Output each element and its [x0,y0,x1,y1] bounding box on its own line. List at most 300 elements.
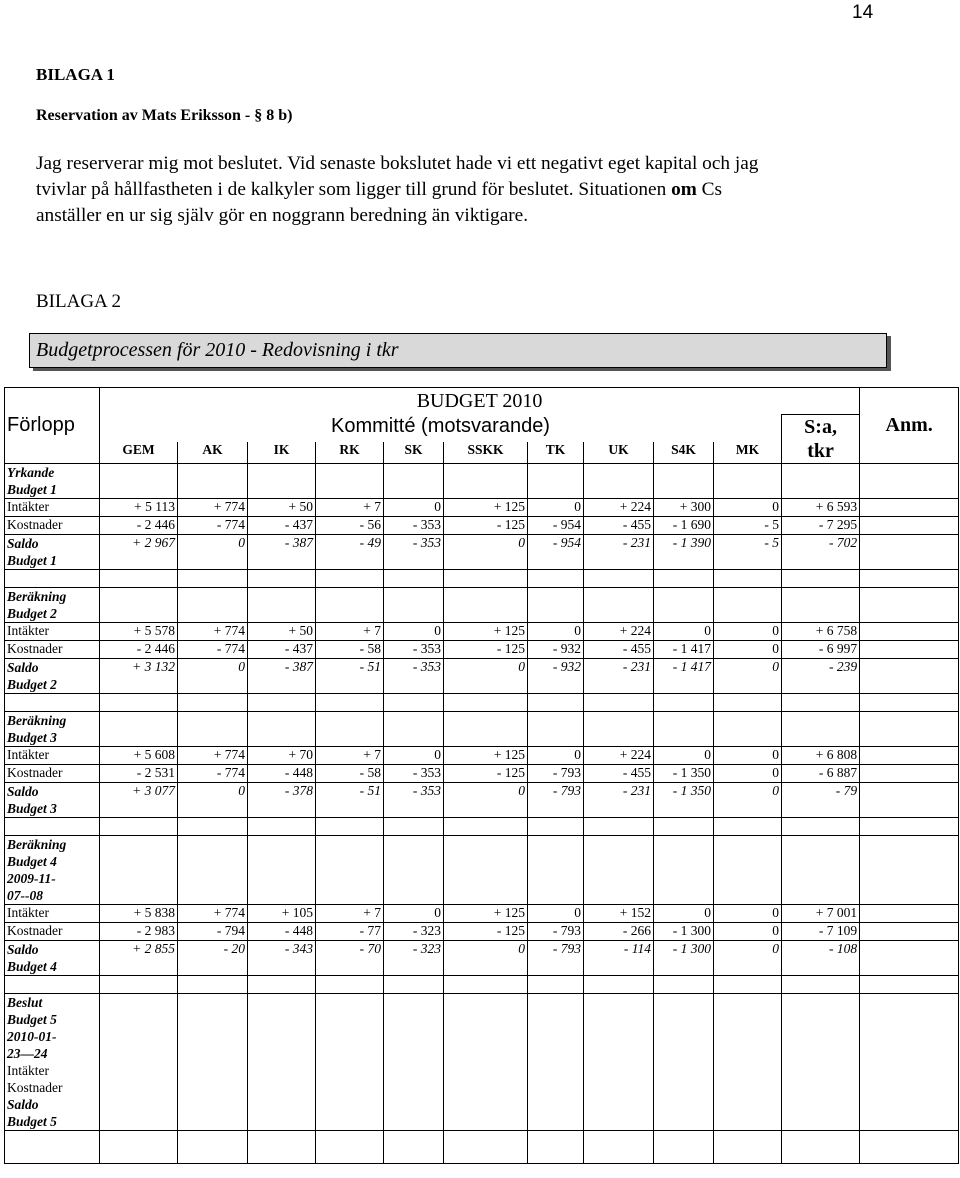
value-cell: + 7 [316,905,384,923]
empty-cell [714,570,782,588]
row-label: Kostnader [5,641,100,659]
value-cell: - 125 [444,517,528,535]
column-header: S4K [654,442,714,464]
empty-cell [654,694,714,712]
value-cell: - 1 417 [654,659,714,694]
empty-cell [444,694,528,712]
text-line: tvivlar på hållfastheten i de kalkyler som ligger till grund för beslutet. Situationen om Cs [36,179,722,200]
value-cell: + 152 [584,905,654,923]
empty-cell [654,1131,714,1164]
empty-cell [860,588,959,623]
section-label-line: 07--08 [7,888,43,903]
empty-cell [316,836,384,905]
saldo-row [5,783,959,818]
value-cell: 0 [528,905,584,923]
empty-cell [584,836,654,905]
value-cell: + 224 [584,747,654,765]
value-cell: + 774 [178,905,248,923]
value-cell: - 114 [584,941,654,976]
section-label [5,464,100,499]
column-header: UK [584,442,654,464]
row-label: Intäkter [5,747,100,765]
empty-cell [654,994,714,1131]
empty-cell [5,818,100,836]
column-header: SSKK [444,442,528,464]
empty-cell [248,994,316,1131]
reservation-text [36,151,916,229]
sum-cell: + 6 758 [782,623,860,641]
value-cell: 0 [714,765,782,783]
value-cell: - 77 [316,923,384,941]
value-cell: + 774 [178,747,248,765]
anm-cell [860,905,959,923]
empty-cell [782,694,860,712]
value-cell: + 50 [248,623,316,641]
value-cell: + 300 [654,499,714,517]
section-label-line: Beräkning [7,837,67,852]
value-cell: + 125 [444,623,528,641]
sum-cell: - 239 [782,659,860,694]
value-cell: - 231 [584,535,654,570]
value-cell: 0 [714,641,782,659]
empty-cell [782,1131,860,1164]
value-cell: - 455 [584,517,654,535]
value-cell: + 5 608 [100,747,178,765]
sum-cell: - 6 887 [782,765,860,783]
value-cell: - 353 [384,765,444,783]
value-cell: - 20 [178,941,248,976]
empty-cell [248,464,316,499]
sum-cell: - 702 [782,535,860,570]
value-cell: + 3 132 [100,659,178,694]
empty-cell [714,694,782,712]
sum-header: S:a, tkr [782,415,860,464]
empty-cell [100,712,178,747]
empty-cell [654,570,714,588]
row-label-line: Saldo [7,942,39,957]
value-cell: - 5 [714,535,782,570]
empty-cell [444,836,528,905]
empty-cell [528,994,584,1131]
empty-cell [178,712,248,747]
empty-cell [714,818,782,836]
value-cell: 0 [654,623,714,641]
final-label-line: Intäkter [7,1063,49,1078]
empty-cell [316,464,384,499]
value-cell: - 455 [584,765,654,783]
empty-cell [178,570,248,588]
value-cell: - 58 [316,765,384,783]
value-cell: - 353 [384,783,444,818]
spacer-row [5,570,959,588]
value-cell: - 1 390 [654,535,714,570]
empty-cell [100,1131,178,1164]
value-cell: - 125 [444,923,528,941]
value-cell: + 5 578 [100,623,178,641]
value-cell: 0 [714,941,782,976]
empty-cell [384,588,444,623]
value-cell: - 353 [384,641,444,659]
data-row [5,905,959,923]
value-cell: - 323 [384,941,444,976]
empty-cell [248,570,316,588]
row-label-line: Saldo [7,536,39,551]
section-label-row [5,464,959,499]
empty-cell [178,976,248,994]
anm-cell [860,941,959,976]
empty-cell [444,588,528,623]
value-cell: 0 [384,747,444,765]
column-header: IK [248,442,316,464]
value-cell: + 224 [584,623,654,641]
anm-cell [860,923,959,941]
empty-cell [100,818,178,836]
value-cell: - 5 [714,517,782,535]
value-cell: - 51 [316,659,384,694]
sum-cell: - 7 295 [782,517,860,535]
empty-cell [860,694,959,712]
column-header: GEM [100,442,178,464]
value-cell: + 70 [248,747,316,765]
final-label-line: 23—24 [7,1046,48,1061]
empty-cell [714,464,782,499]
empty-cell [782,818,860,836]
value-cell: - 794 [178,923,248,941]
value-cell: - 793 [528,923,584,941]
value-cell: 0 [714,923,782,941]
anm-cell [860,499,959,517]
section-label-row [5,588,959,623]
empty-cell [384,836,444,905]
section-label-line: Yrkande [7,465,55,480]
value-cell: - 49 [316,535,384,570]
empty-cell [100,994,178,1131]
bilaga1-heading: BILAGA 1 [36,65,115,84]
row-label-line: Saldo [7,660,39,675]
row-label-line: Budget 3 [7,801,57,816]
section-label-line: Budget 3 [7,730,57,745]
empty-cell [384,570,444,588]
empty-cell [654,976,714,994]
empty-cell [782,570,860,588]
data-row [5,623,959,641]
value-cell: 0 [528,623,584,641]
empty-cell [584,818,654,836]
value-cell: - 387 [248,659,316,694]
row-label: Kostnader [5,923,100,941]
empty-cell [584,464,654,499]
value-cell: + 3 077 [100,783,178,818]
value-cell: 0 [714,783,782,818]
spacer-row [5,694,959,712]
empty-cell [248,712,316,747]
empty-cell [178,464,248,499]
value-cell: - 266 [584,923,654,941]
saldo-row [5,535,959,570]
final-label-line: 2010-01- [7,1029,57,1044]
empty-cell [384,1131,444,1164]
value-cell: - 793 [528,783,584,818]
empty-cell [528,694,584,712]
row-label: Intäkter [5,499,100,517]
empty-cell [316,570,384,588]
value-cell: + 125 [444,905,528,923]
empty-cell [782,588,860,623]
row-label [5,659,100,694]
empty-cell [178,694,248,712]
value-cell: - 932 [528,659,584,694]
empty-cell [782,976,860,994]
empty-cell [384,818,444,836]
empty-cell [714,1131,782,1164]
section-label-line: Beräkning [7,713,67,728]
empty-cell [316,994,384,1131]
row-label [5,941,100,976]
section-label-line: 2009-11- [7,871,56,886]
column-header: SK [384,442,444,464]
empty-cell [100,836,178,905]
empty-cell [100,694,178,712]
value-cell: - 437 [248,517,316,535]
value-cell: - 125 [444,641,528,659]
row-label-line: Saldo [7,784,39,799]
empty-cell [782,712,860,747]
sum-cell: + 6 593 [782,499,860,517]
section-label-line: Beräkning [7,589,67,604]
value-cell: - 1 300 [654,941,714,976]
value-cell: - 2 983 [100,923,178,941]
empty-cell [654,836,714,905]
final-label-line: Kostnader [7,1080,63,1095]
data-row [5,517,959,535]
budget-title: BUDGET 2010 [100,388,860,415]
forlopp-header: Förlopp [5,388,100,464]
empty-cell [528,570,584,588]
empty-cell [782,464,860,499]
empty-cell [444,818,528,836]
final-label-line: Budget 5 [7,1012,57,1027]
sum-cell: - 7 109 [782,923,860,941]
value-cell: - 70 [316,941,384,976]
value-cell: 0 [528,499,584,517]
value-cell: - 387 [248,535,316,570]
value-cell: 0 [384,499,444,517]
value-cell: - 774 [178,517,248,535]
empty-cell [316,818,384,836]
column-header: RK [316,442,384,464]
section-label-line: Budget 2 [7,606,57,621]
value-cell: + 224 [584,499,654,517]
data-row [5,499,959,517]
value-cell: - 51 [316,783,384,818]
empty-cell [248,818,316,836]
value-cell: - 231 [584,783,654,818]
empty-cell [100,588,178,623]
anm-cell [860,641,959,659]
empty-cell [384,976,444,994]
final-decision-row [5,994,959,1131]
empty-cell [860,570,959,588]
reservation-heading: Reservation av Mats Eriksson - § 8 b) [36,107,293,124]
value-cell: - 455 [584,641,654,659]
text-line: anställer en ur sig själv gör en noggrann beredning än viktigare. [36,205,529,226]
row-label: Intäkter [5,905,100,923]
value-cell: 0 [384,905,444,923]
data-row [5,747,959,765]
value-cell: - 231 [584,659,654,694]
value-cell: - 343 [248,941,316,976]
value-cell: - 954 [528,535,584,570]
value-cell: + 5 838 [100,905,178,923]
empty-cell [860,464,959,499]
value-cell: 0 [444,535,528,570]
value-cell: + 2 855 [100,941,178,976]
row-label-line: Budget 2 [7,677,57,692]
spacer-row [5,976,959,994]
empty-cell [384,994,444,1131]
value-cell: + 774 [178,623,248,641]
empty-cell [584,588,654,623]
value-cell: 0 [528,747,584,765]
value-cell: 0 [714,659,782,694]
value-cell: 0 [714,905,782,923]
spacer-row [5,1131,959,1164]
empty-cell [316,976,384,994]
empty-cell [528,836,584,905]
value-cell: - 448 [248,923,316,941]
empty-cell [178,588,248,623]
value-cell: - 1 350 [654,765,714,783]
bilaga2-heading: BILAGA 2 [36,291,121,312]
empty-cell [860,836,959,905]
empty-cell [714,712,782,747]
value-cell: + 2 967 [100,535,178,570]
value-cell: - 353 [384,517,444,535]
final-label-line: Saldo [7,1097,39,1112]
budget-banner [29,333,887,368]
empty-cell [528,464,584,499]
final-label-line: Beslut [7,995,43,1010]
value-cell: - 932 [528,641,584,659]
empty-cell [714,976,782,994]
value-cell: - 2 446 [100,517,178,535]
anm-cell [860,659,959,694]
value-cell: 0 [444,783,528,818]
value-cell: - 378 [248,783,316,818]
empty-cell [444,712,528,747]
empty-cell [384,694,444,712]
value-cell: + 7 [316,623,384,641]
empty-cell [860,1131,959,1164]
value-cell: - 323 [384,923,444,941]
banner-title: Budgetprocessen för 2010 - Redovisning i tkr [36,339,399,361]
value-cell: - 353 [384,659,444,694]
empty-cell [444,994,528,1131]
empty-cell [528,818,584,836]
empty-cell [444,1131,528,1164]
anm-header: Anm. [860,388,959,464]
value-cell: - 1 417 [654,641,714,659]
section-label-line: Budget 1 [7,482,57,497]
value-cell: 0 [654,747,714,765]
value-cell: 0 [178,783,248,818]
sum-cell: + 6 808 [782,747,860,765]
column-header: MK [714,442,782,464]
sum-cell: + 7 001 [782,905,860,923]
value-cell: - 437 [248,641,316,659]
empty-cell [444,570,528,588]
empty-cell [5,694,100,712]
empty-cell [178,836,248,905]
value-cell: 0 [714,623,782,641]
empty-cell [782,836,860,905]
value-cell: - 56 [316,517,384,535]
empty-cell [5,570,100,588]
empty-cell [860,994,959,1131]
value-cell: 0 [178,659,248,694]
value-cell: 0 [178,535,248,570]
data-row [5,923,959,941]
section-label [5,712,100,747]
value-cell: + 774 [178,499,248,517]
empty-cell [248,976,316,994]
value-cell: - 1 300 [654,923,714,941]
column-header: AK [178,442,248,464]
final-label-line: Budget 5 [7,1114,57,1129]
anm-cell [860,535,959,570]
kommitte-header: Kommitté (motsvarande) [100,415,782,442]
empty-cell [178,994,248,1131]
value-cell: + 125 [444,499,528,517]
value-cell: 0 [714,499,782,517]
empty-cell [5,976,100,994]
value-cell: + 105 [248,905,316,923]
anm-cell [860,765,959,783]
value-cell: + 125 [444,747,528,765]
empty-cell [654,464,714,499]
anm-cell [860,783,959,818]
empty-cell [248,694,316,712]
value-cell: - 58 [316,641,384,659]
empty-cell [444,976,528,994]
value-cell: - 2 446 [100,641,178,659]
empty-cell [654,818,714,836]
empty-cell [782,994,860,1131]
empty-cell [5,1131,100,1164]
value-cell: - 353 [384,535,444,570]
saldo-row [5,659,959,694]
value-cell: + 7 [316,499,384,517]
empty-cell [528,1131,584,1164]
value-cell: - 1 350 [654,783,714,818]
empty-cell [178,818,248,836]
empty-cell [860,712,959,747]
empty-cell [316,694,384,712]
empty-cell [316,712,384,747]
empty-cell [654,712,714,747]
empty-cell [584,570,654,588]
empty-cell [584,994,654,1131]
empty-cell [384,464,444,499]
empty-cell [178,1131,248,1164]
row-label: Kostnader [5,765,100,783]
value-cell: + 50 [248,499,316,517]
value-cell: - 793 [528,765,584,783]
section-label [5,836,100,905]
empty-cell [528,712,584,747]
final-label [5,994,100,1131]
value-cell: 0 [714,747,782,765]
